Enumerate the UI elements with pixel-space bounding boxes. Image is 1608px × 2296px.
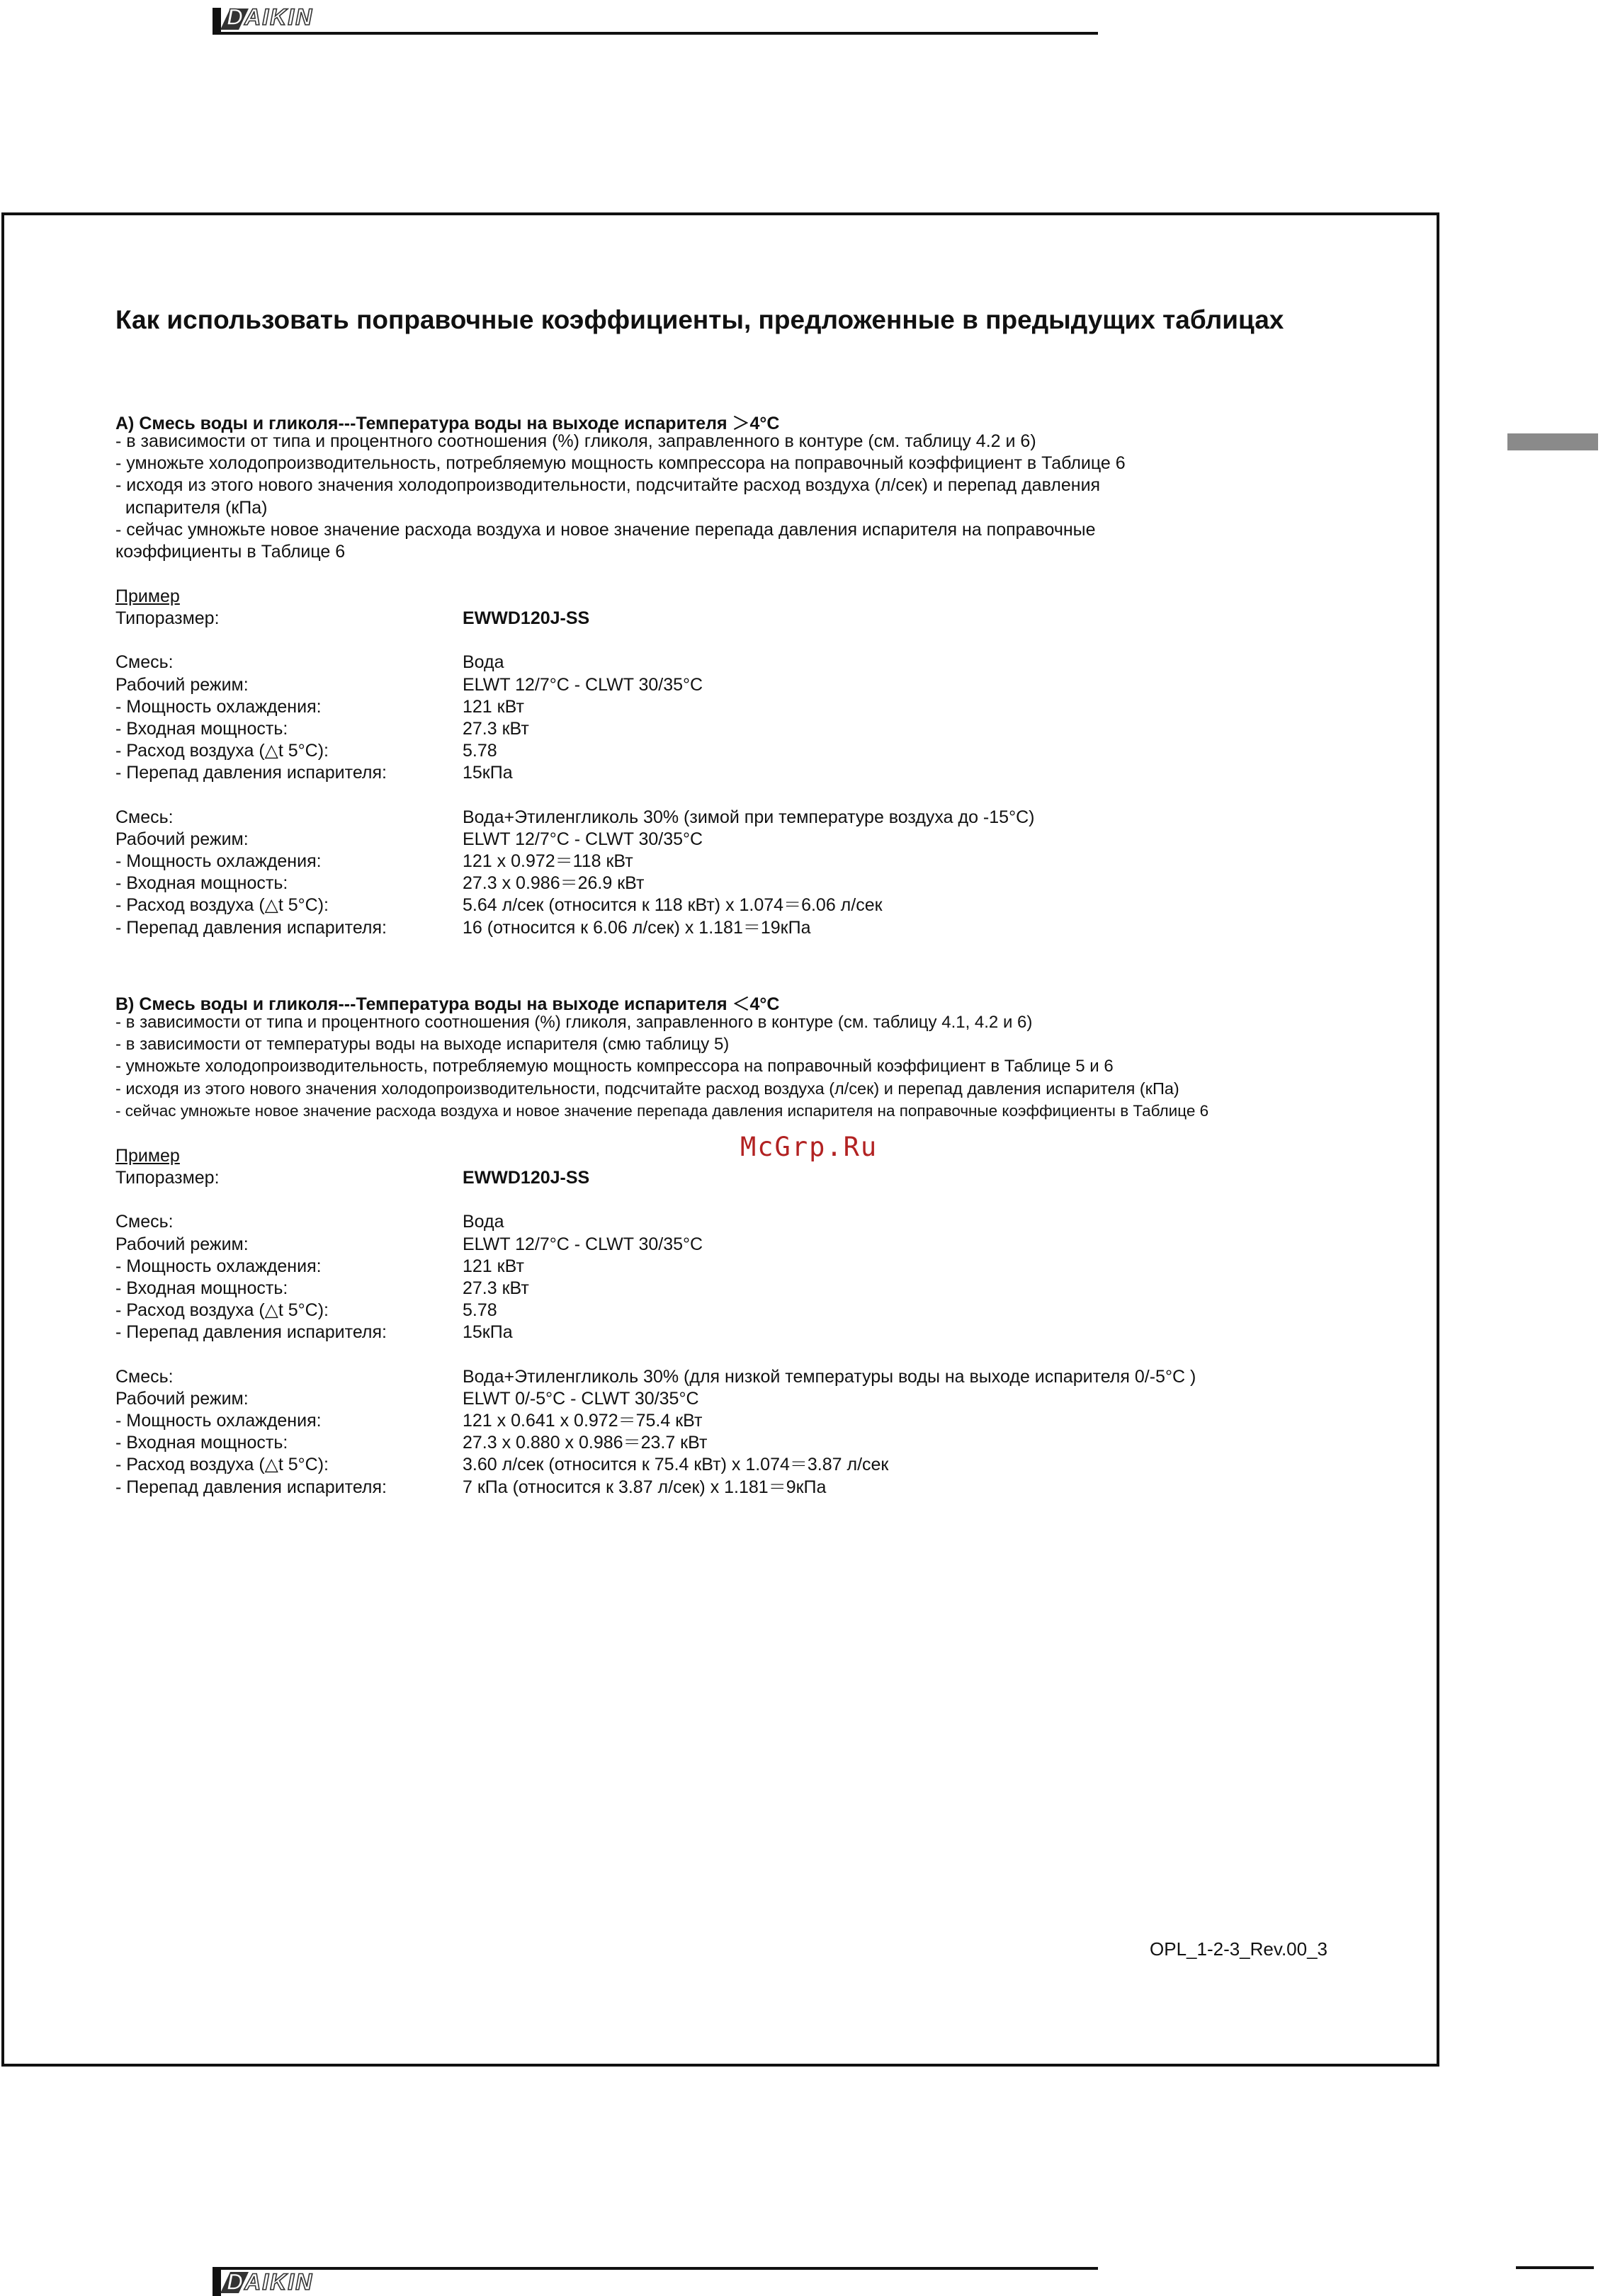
row-value: 27.3 кВт <box>463 718 529 739</box>
list-item: - в зависимости от температуры воды на выходе испарителя (смю таблицу 5) <box>115 1035 730 1055</box>
document-code: OPL_1-2-3_Rev.00_3 <box>1150 1938 1328 1960</box>
row-label: - Расход воздуха (△t 5°C): <box>115 895 329 916</box>
row-value: EWWD120J-SS <box>463 1168 590 1188</box>
row-value: 27.3 x 0.986＝26.9 кВт <box>463 873 645 894</box>
table-row <box>115 1322 1196 1343</box>
list-item: - умножьте холодопроизводительность, потребляемую мощность компрессора на поправочный коэффициент в Таблице 6 <box>115 453 1126 474</box>
footer-side-rule <box>1516 2266 1594 2269</box>
row-value: Вода <box>463 1212 504 1232</box>
footer-logo-mark <box>213 2269 221 2296</box>
table-row <box>115 1388 1196 1410</box>
watermark: McGrp.Ru <box>740 1132 878 1162</box>
table-row <box>115 1300 1196 1322</box>
row-label: Смесь: <box>115 652 174 673</box>
list-item: - исходя из этого нового значения холодопроизводительности, подсчитайте расход воздуха (л/сек) и перепад давления испарителя (кПа) <box>115 1079 1179 1098</box>
row-value: ELWT 12/7°C - CLWT 30/35°C <box>463 674 703 695</box>
row-label: - Входная мощность: <box>115 718 288 739</box>
row-label: - Перепад давления испарителя: <box>115 763 387 783</box>
row-label: - Мощность охлаждения: <box>115 1256 322 1276</box>
table-row <box>115 1454 1196 1476</box>
row-value: EWWD120J-SS <box>463 608 590 628</box>
row-label: Рабочий режим: <box>115 674 249 695</box>
table-row <box>115 652 1034 674</box>
page-title: Как использовать поправочные коэффициенты, предложенные в предыдущих таблицах <box>115 305 1284 334</box>
row-label: - Входная мощность: <box>115 1433 288 1453</box>
row-value: Вода+Этиленгликоль 30% (зимой при температуре воздуха до -15°C) <box>463 807 1035 827</box>
table-row <box>115 762 1034 784</box>
table-row <box>115 851 1034 873</box>
table-row <box>115 1366 1196 1388</box>
row-label: Смесь: <box>115 1366 174 1387</box>
row-value: 27.3 x 0.880 x 0.986＝23.7 кВт <box>463 1433 708 1453</box>
table-row <box>115 1432 1196 1454</box>
model-row <box>115 1167 1196 1189</box>
table-row <box>115 829 1034 851</box>
row-value: 5.78 <box>463 741 497 761</box>
list-item: - исходя из этого нового значения холодопроизводительности, подсчитайте расход воздуха (л/сек) и перепад давления <box>115 475 1101 496</box>
row-label: Смесь: <box>115 1212 174 1232</box>
row-value: 5.64 л/сек (относится к 118 кВт) x 1.074＝6.06 л/сек <box>463 895 883 916</box>
list-item: - в зависимости от типа и процентного соотношения (%) гликоля, заправленного в контуре (см. таблицу 4.2 и 6) <box>115 431 1036 451</box>
table-row <box>115 1256 1196 1278</box>
model-row <box>115 608 1034 630</box>
row-label: - Перепад давления испарителя: <box>115 1322 387 1343</box>
header-logo-mark <box>213 8 221 35</box>
row-value: 121 кВт <box>463 1256 524 1276</box>
row-value: 121 x 0.972＝118 кВт <box>463 851 633 872</box>
side-tab-marker <box>1507 433 1598 450</box>
table-row <box>115 1410 1196 1432</box>
header-rule <box>213 32 1098 35</box>
row-value: 3.60 л/сек (относится к 75.4 кВт) x 1.074＝3.87 л/сек <box>463 1455 889 1475</box>
footer-logo-text: DAIKIN <box>227 2269 314 2295</box>
row-value: ELWT 12/7°C - CLWT 30/35°C <box>463 1234 703 1254</box>
table-row <box>115 696 1034 718</box>
section-b-bullets <box>115 1011 1208 1122</box>
row-value: 27.3 кВт <box>463 1278 529 1298</box>
section-a-bullets <box>115 431 1126 563</box>
row-value: 121 кВт <box>463 696 524 717</box>
row-label: Типоразмер: <box>115 1168 220 1188</box>
table-row <box>115 1211 1196 1233</box>
list-item: коэффициенты в Таблице 6 <box>115 542 346 562</box>
section-a-example-label: Пример <box>115 586 180 606</box>
row-label: - Расход воздуха (△t 5°C): <box>115 1455 329 1475</box>
list-item: - умножьте холодопроизводительность, потребляемую мощность компрессора на поправочный коэффициент в Таблице 5 и 6 <box>115 1057 1114 1076</box>
table-row <box>115 674 1034 696</box>
section-b-example <box>115 1167 1196 1499</box>
row-label: Рабочий режим: <box>115 829 249 849</box>
row-label: - Перепад давления испарителя: <box>115 917 387 938</box>
table-row <box>115 917 1034 939</box>
row-value: Вода+Этиленгликоль 30% (для низкой температуры воды на выходе испарителя 0/-5°C ) <box>463 1366 1196 1387</box>
row-label: Типоразмер: <box>115 608 220 628</box>
row-value: 15кПа <box>463 1322 513 1343</box>
table-row <box>115 1278 1196 1300</box>
row-value: 16 (относится к 6.06 л/сек) x 1.181＝19кПа <box>463 917 811 938</box>
row-label: - Расход воздуха (△t 5°C): <box>115 1300 329 1321</box>
row-value: 5.78 <box>463 1300 497 1321</box>
row-label: - Мощность охлаждения: <box>115 1411 322 1431</box>
row-value: ELWT 12/7°C - CLWT 30/35°C <box>463 829 703 849</box>
table-row <box>115 718 1034 740</box>
table-row <box>115 894 1034 916</box>
list-item: испарителя (кПа) <box>115 497 268 518</box>
section-b-example-label: Пример <box>115 1146 180 1166</box>
footer-rule <box>213 2267 1098 2270</box>
row-value: 15кПа <box>463 763 513 783</box>
row-value: 121 x 0.641 x 0.972＝75.4 кВт <box>463 1411 703 1431</box>
row-label: - Перепад давления испарителя: <box>115 1477 387 1497</box>
section-a-example <box>115 608 1034 939</box>
row-label: Рабочий режим: <box>115 1388 249 1409</box>
section-b-heading: B) Смесь воды и гликоля---Температура воды на выходе испарителя ＜4°C <box>115 994 780 1014</box>
row-value: 7 кПа (относится к 3.87 л/сек) x 1.181＝9кПа <box>463 1477 827 1497</box>
row-label: Рабочий режим: <box>115 1234 249 1254</box>
table-row <box>115 807 1034 829</box>
table-row <box>115 740 1034 762</box>
table-row <box>115 1477 1196 1499</box>
section-a-heading: A) Смесь воды и гликоля---Температура воды на выходе испарителя ＞4°C <box>115 414 780 433</box>
row-value: ELWT 0/-5°C - CLWT 30/35°C <box>463 1388 699 1409</box>
list-item: - сейчас умножьте новое значение расхода воздуха и новое значение перепада давления испарителя на поправочные <box>115 519 1096 540</box>
row-label: - Расход воздуха (△t 5°C): <box>115 741 329 761</box>
table-row <box>115 873 1034 894</box>
row-label: - Мощность охлаждения: <box>115 851 322 872</box>
row-label: Смесь: <box>115 807 174 827</box>
list-item: - сейчас умножьте новое значение расхода воздуха и новое значение перепада давления испарителя на поправочные коэффициенты в Таблице 6 <box>115 1101 1209 1120</box>
row-value: Вода <box>463 652 504 673</box>
list-item: - в зависимости от типа и процентного соотношения (%) гликоля, заправленного в контуре (см. таблицу 4.1, 4.2 и 6) <box>115 1013 1033 1032</box>
row-label: - Входная мощность: <box>115 873 288 894</box>
row-label: - Мощность охлаждения: <box>115 696 322 717</box>
row-label: - Входная мощность: <box>115 1278 288 1298</box>
table-row <box>115 1234 1196 1256</box>
header-logo-text: DAIKIN <box>227 4 314 30</box>
